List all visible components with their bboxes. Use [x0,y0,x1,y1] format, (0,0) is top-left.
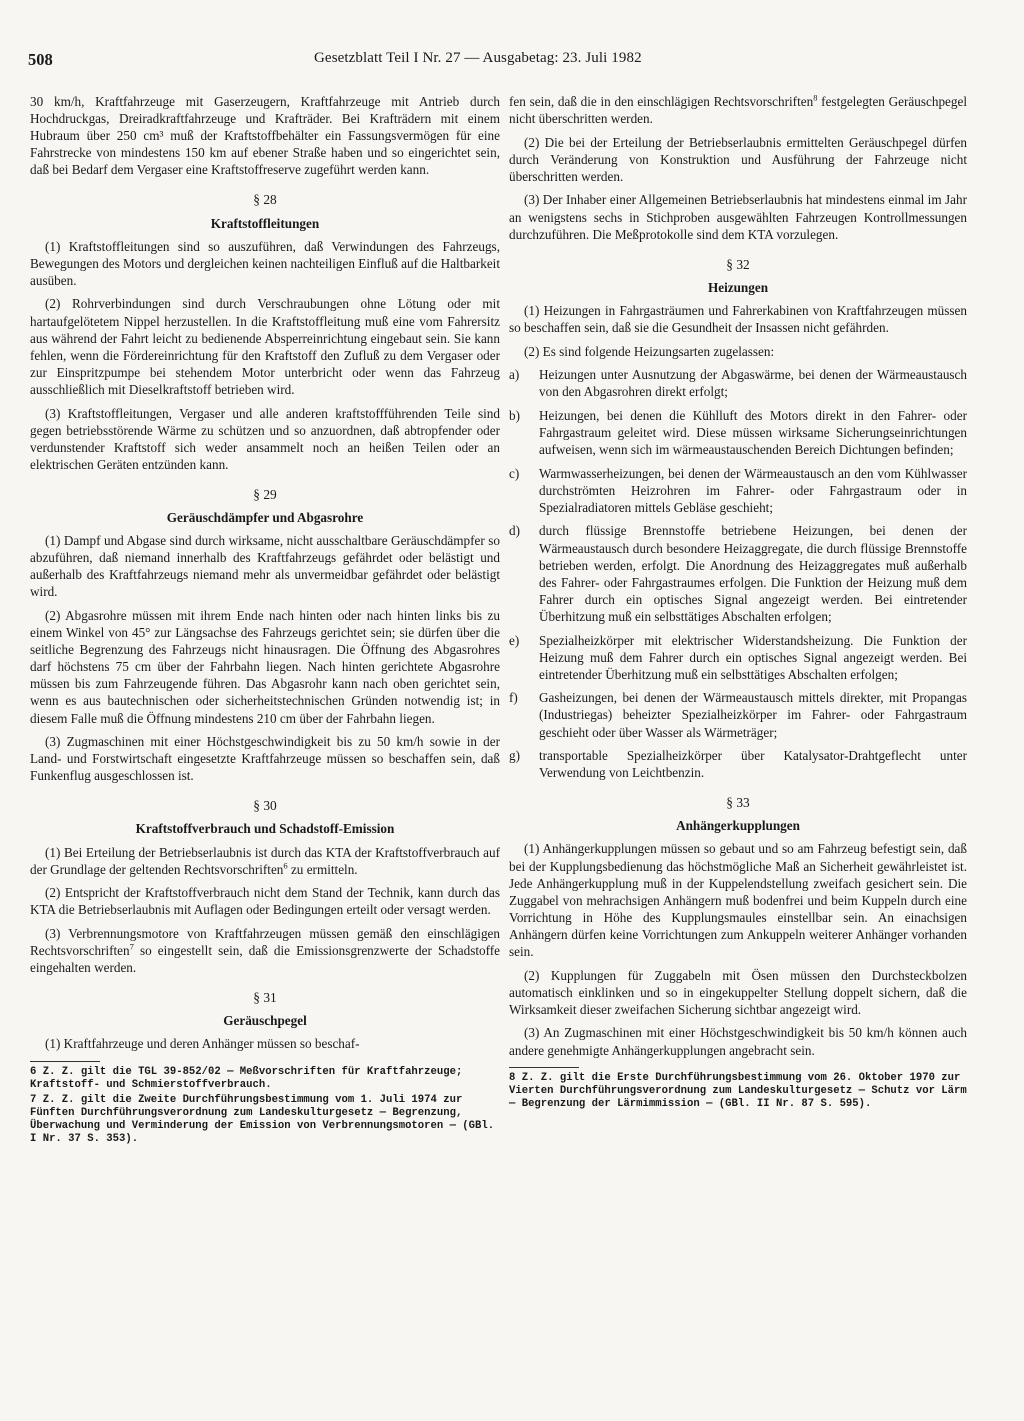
list-text: Heizungen unter Ausnutzung der Abgaswärme, bei denen der Wärmeaustausch von den Abgasrohren direkt erfolgt; [539,367,967,400]
list-label: a) [509,367,520,383]
text-run: (3) Verbrennungsmotore von Kraftfahrzeugen müssen gemäß den einschlägigen Rechtsvorschriften [30,925,500,959]
list-label: d) [509,523,520,539]
footnote-divider [509,1067,579,1068]
list-label: f) [509,690,518,706]
footnote: 8 Z. Z. gilt die Erste Durchführungsbestimmung vom 26. Oktober 1970 zur Vierten Durchführungsverordnung zum Landeskulturgesetz — Schutz vor Lärm — Begrenzung der Lärmimmission — (GBl. II Nr. 87 S. 595). [509,1071,967,1110]
section-title: Geräuschdämpfer und Abgasrohre [166,509,364,525]
list-label: e) [509,632,520,648]
paragraph: (2) Abgasrohre müssen mit ihrem Ende nach hinten oder nach hinten links bis zu einem Winkel von 45° zur Längsachse des Fahrzeugs gerichtet sein; sie dürfen über die seitliche Begrenzung des Fahrzeugs nicht hinausragen. Die Öffnung des Abgasrohres darf höchstens 75 cm über der Fahrbahn liegen. Nach hinten gerichtete Abgasrohre müssen bis zum Fahrzeugende führen. Das Abgasrohr kann nach oben gerichtet sein, wenn es aus bautechnischen oder sicherheitstechnischen Gründen notwendig ist; in diesem Falle muß die Öffnung mindestens 210 cm über der Fahrbahn liegen. [30,607,500,726]
list-item [509,747,967,781]
left-column [30,93,500,1148]
list-item [509,366,967,400]
paragraph: (3) Zugmaschinen mit einer Höchstgeschwindigkeit bis zu 50 km/h sowie in der Land- und Forstwirtschaft eingesetzte Kraftfahrzeuge müssen so beschaffen sein, daß Funkenflug ausgeschlossen ist. [30,734,500,784]
list-item [509,407,967,458]
list-text: Heizungen, bei denen die Kühlluft des Motors direkt in den Fahrer- oder Fahrgastraum geleitet wird. Diese müssen wirksame Sicherungseinrichtungen aufweisen, wenn sich im wärmeaustauschenden Bereich Dichtungen befinden; [539,407,967,458]
section-title: Kraftstoffleitungen [210,215,320,231]
section-title: Heizungen [707,279,769,295]
paragraph: (2) Die bei der Erteilung der Betriebserlaubnis ermittelten Geräuschpegel dürfen durch Veränderung von Konstruktion und Ausführung der Fahrzeuge nicht überschritten werden. [509,134,967,184]
section-title: Kraftstoffverbrauch und Schadstoff-Emission [135,821,395,837]
paragraph: (2) Entspricht der Kraftstoffverbrauch nicht dem Stand der Technik, kann durch das KTA die Betriebserlaubnis mit Auflagen oder Bedingungen erteilt oder versagt werden. [30,885,500,918]
section-number: § 33 [726,795,750,811]
footnote: 6 Z. Z. gilt die TGL 39-852/02 — Meßvorschriften für Kraftfahrzeuge; Kraftstoff- und Schmierstoffverbrauch. [30,1065,463,1091]
list-item [509,689,967,740]
text-run: fen sein, daß die in den einschlägigen Rechtsvorschriften [509,94,814,109]
right-column [509,93,967,1113]
footnote-ref: 7 [129,941,134,952]
text-run: zu ermitteln. [287,861,358,877]
section-number: § 30 [253,798,277,814]
list-label: c) [509,465,520,481]
list-item [509,632,967,683]
paragraph [30,925,500,976]
paragraph: (1) Kraftfahrzeuge und deren Anhänger müssen so beschaf- [45,1036,360,1052]
paragraph: (1) Dampf und Abgase sind durch wirksame, nicht ausschaltbare Geräuschdämpfer so abzuführen, daß niemand innerhalb des Kraftfahrzeugs gefährdet oder belästigt und außerhalb des Kraftfahrzeugs niemand mehr als unvermeidbar gefährdet oder belästigt wird. [30,533,500,600]
page-number: 508 [28,50,53,69]
paragraph [30,844,500,878]
section-title: Geräuschpegel [223,1013,307,1029]
text-run: so eingestellt sein, daß die Emissionsgrenzwerte der Schadstoffe eingehalten werden. [30,943,500,976]
list-item [509,522,967,625]
list-text: Spezialheizkörper mit elektrischer Widerstandsheizung. Die Funktion der Heizung muß dem Fahrer durch ein optisches Signal angezeigt werden. Bei eintretender Überhitzung muß ein selbsttätiges Abschalten erfolgen; [539,632,967,682]
paragraph: (3) Der Inhaber einer Allgemeinen Betriebserlaubnis hat mindestens einmal im Jahr an wenigstens sechs in Stichproben ausgewählten Fahrzeugen Kontrollmessungen durchzuführen. Die Meßprotokolle sind dem KTA vorzulegen. [509,192,967,242]
text-run: (1) Bei Erteilung der Betriebserlaubnis ist durch das KTA der Kraftstoffverbrauch auf der Grundlage der geltenden Rechtsvorschriften [30,844,500,877]
header-title: Gesetzblatt Teil I Nr. 27 — Ausgabetag: 23. Juli 1982 [314,50,642,66]
list-label: g) [509,748,520,764]
paragraph: (1) Heizungen in Fahrgasträumen und Fahrerkabinen von Kraftfahrzeugen müssen so beschaffen sein, daß sie die Gesundheit der Insassen nicht gefährden. [509,302,967,336]
section-number: § 28 [253,192,277,208]
paragraph: (2) Rohrverbindungen sind durch Verschraubungen ohne Lötung oder mit hartaufgelötetem Nippel herzustellen. In die Kraftstoffleitung muß eine vom Fahrersitz aus während der Fahrt leicht zu bedienende Absperreinrichtung eingebaut sein. Sie kann fehlen, wenn die Fördereinrichtung für den Kraftstoff den Zufluß zu dem Vergaser oder zur Einspritzpumpe bei stehendem Motor unterbricht oder wenn das Fahrzeug ausschließlich mit Dieselkraftstoff betrieben wird. [30,296,500,397]
paragraph: (3) Kraftstoffleitungen, Vergaser und alle anderen kraftstoffführenden Teile sind gegen betriebsstörende Wärme zu schützen und so anzuordnen, daß abtropfender oder verdunstender Kraftstoff sich weder ansammelt noch an heißen Teilen oder an elektrischen Geräten entzünden kann. [30,405,500,472]
footnote-ref: 8 [813,92,818,103]
list-text: durch flüssige Brennstoffe betriebene Heizungen, bei denen der Wärmeaustausch durch besondere Heizaggregate, die durch flüssige Brennstoffe betrieben werden, erfolgt. Die Anordnung des Heizaggregates muß außerhalb des Fahrer- oder Fahrgastraumes erfolgen. Die Funktion der Heizung muß dem Fahrer durch ein optisches Signal angezeigt werden. Bei eintretender Überhitzung muß ein selbsttätiges Abschalten erfolgen; [539,523,967,624]
section-title: Anhängerkupplungen [676,818,800,834]
section-number: § 29 [253,486,277,502]
paragraph: (3) An Zugmaschinen mit einer Höchstgeschwindigkeit bis 50 km/h können auch andere genehmigte Anhängerkupplungen angebracht sein. [509,1025,967,1058]
list-label: b) [509,407,520,423]
text-run: festgelegten Geräuschpegel nicht überschritten werden. [509,94,967,127]
list-text: Gasheizungen, bei denen der Wärmeaustausch mittels direkter, mit Propangas (Industriegas) beheizter Spezialheizkörper im Fahrer- oder Fahrgastraum geschieht oder über Wasser als Wärmeträger; [539,690,967,740]
section-number: § 31 [253,990,277,1006]
paragraph: 30 km/h, Kraftfahrzeuge mit Gaserzeugern, Kraftfahrzeuge mit Antrieb durch Hochdruckgas, Dreiradkraftfahrzeuge und Krafträder. Bei Krafträdern mit einem Hubraum über 250 cm³ muß der Kraftstoffbehälter ein Fassungsvermögen für eine Fahrstrecke von mindestens 150 km auf ebener Straße haben und so eingerichtet sein, daß bei Bedarf dem Vergaser eine Kraftstoffreserve zugeführt werden kann. [30,94,500,178]
footnote: 7 Z. Z. gilt die Zweite Durchführungsbestimmung vom 1. Juli 1974 zur Fünften Durchführungsverordnung zum Landeskulturgesetz — Begrenzung, Überwachung und Verminderung der Emission von Verbrennungsmotoren — (GBl. I Nr. 37 S. 353). [30,1093,495,1145]
paragraph [509,93,967,127]
list-text: Warmwasserheizungen, bei denen der Wärmeaustausch an den vom Kühlwasser durchströmten Heizrohren im Fahrer- oder Fahrgastraum oder in Spezialradiatoren mittels Gebläse geschieht; [539,465,967,515]
section-number: § 32 [726,256,750,272]
page-header [28,50,996,74]
list-text: transportable Spezialheizkörper über Katalysator-Drahtgeflecht unter Verwendung von Leichtbenzin. [539,748,967,781]
footnote-divider [30,1061,100,1062]
paragraph: (1) Kraftstoffleitungen sind so auszuführen, daß Verwindungen des Fahrzeugs, Bewegungen des Motors und dergleichen keinen nachteiligen Einfluß auf die Haltbarkeit ausüben. [30,238,500,288]
footnote-ref: 6 [283,860,288,871]
paragraph: (2) Kupplungen für Zuggabeln mit Ösen müssen den Durchsteckbolzen automatisch einklinken und so in eingekuppelter Stellung doppelt sichern, daß die Wirksamkeit dieser zweifachen Sicherung sichtbar angezeigt wird. [509,967,967,1017]
paragraph: (1) Anhängerkupplungen müssen so gebaut und so am Fahrzeug befestigt sein, daß bei der Kupplungsbedienung das höchstmögliche Maß an Sicherheit gewährleistet ist. Jede Anhängerkupplung muß in der Kuppelendstellung zweifach gesichert sein. Die Zuggabel von mehrachsigen Anhängern muß bodenfrei und beim Kuppeln durch eine Vorrichtung in Höhe des Kupplungsmaules einstellbar sein. An einachsigen Anhängern dürfen keine Vorrichtungen zum Ankuppeln weiterer Anhänger vorhanden sein. [509,841,967,960]
paragraph: (2) Es sind folgende Heizungsarten zugelassen: [524,343,775,359]
list-item [509,465,967,516]
